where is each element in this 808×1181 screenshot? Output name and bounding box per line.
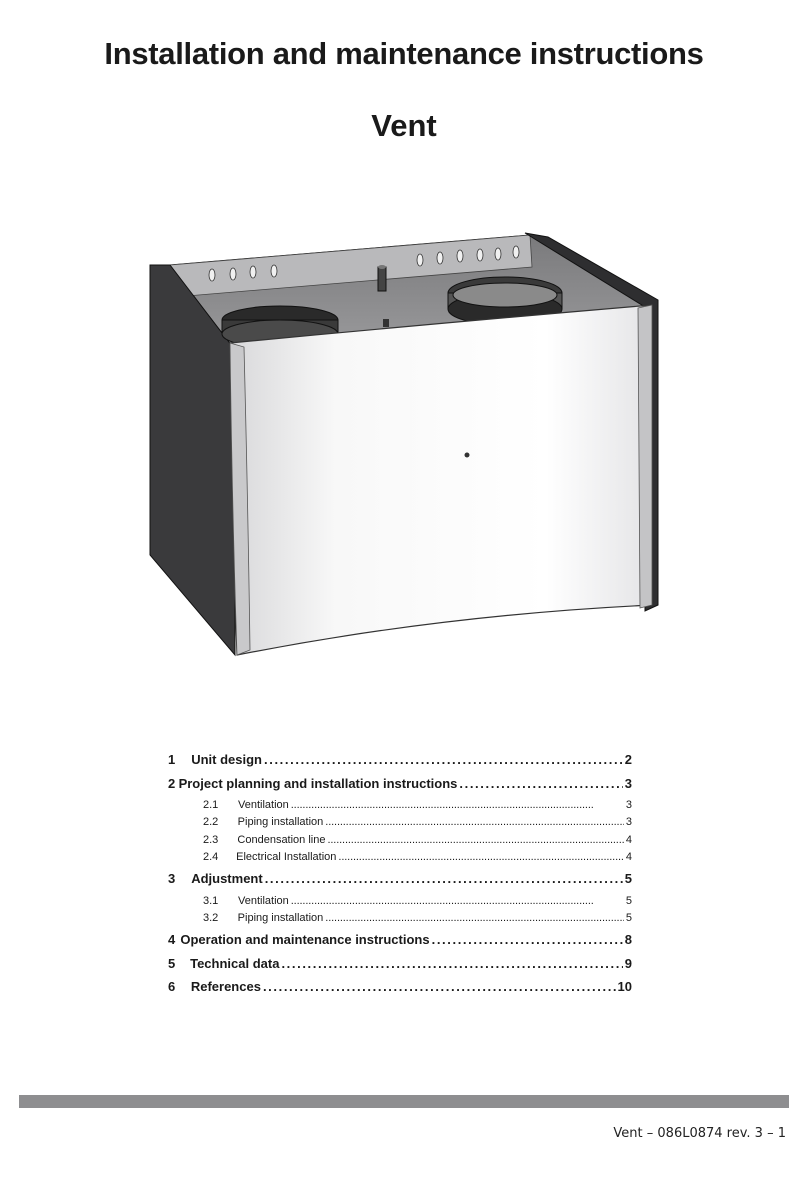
toc-subentry-page: 4: [625, 850, 632, 863]
table-of-contents: [168, 752, 632, 1003]
toc-entry[interactable]: [168, 871, 632, 895]
toc-entry-label: Technical data: [190, 955, 280, 971]
toc-entry-page: 8: [624, 932, 632, 948]
toc-subentry-number: 2.1: [203, 799, 219, 811]
toc-entry-number: 3: [168, 871, 176, 887]
toc-subentry-page: 3: [625, 799, 632, 811]
toc-subentry[interactable]: [168, 851, 632, 868]
toc-entry[interactable]: [168, 956, 632, 980]
toc-entry[interactable]: [168, 752, 632, 776]
toc-entry-page: 5: [624, 871, 632, 887]
toc-entry-label: References: [190, 979, 261, 995]
toc-entry-number: 2: [168, 775, 176, 791]
toc-subentry-label: Ventilation: [238, 894, 289, 907]
toc-subentry-page: 5: [625, 911, 632, 924]
toc-entry-number: 4: [168, 932, 176, 948]
toc-subentry[interactable]: [168, 799, 632, 816]
toc-subentry-label: Piping installation: [237, 911, 324, 924]
toc-leader-dots: [327, 834, 623, 846]
toc-entry-page: 9: [624, 955, 632, 971]
toc-leader-dots: [291, 799, 624, 811]
toc-subentry-number: 2.4: [203, 850, 219, 863]
toc-subentry-label: Condensation line: [237, 833, 326, 846]
toc-entry-page: 3: [624, 775, 632, 791]
toc-entry-number: 5: [168, 955, 176, 971]
toc-subentry-page: 3: [625, 816, 632, 829]
toc-subentry-number: 2.3: [203, 833, 219, 846]
toc-leader-dots: [432, 932, 623, 947]
footer-text: Vent – 086L0874 rev. 3 – 1: [613, 1126, 786, 1141]
product-illustration: [140, 225, 665, 665]
toc-leader-dots: [338, 851, 623, 863]
toc-entry[interactable]: [168, 979, 632, 1003]
toc-entry-label: Operation and maintenance instructions: [180, 932, 430, 948]
toc-entry-label: Unit design: [191, 752, 262, 767]
footer-bar: [19, 1095, 789, 1108]
toc-subentry-number: 2.2: [203, 816, 219, 829]
toc-leader-dots: [325, 816, 624, 828]
toc-subentry-number: 3.1: [203, 894, 219, 907]
toc-subentry[interactable]: [168, 834, 632, 851]
toc-entry-page: 2: [624, 752, 632, 767]
toc-entry-label: Project planning and installation instructions: [178, 775, 458, 791]
toc-leader-dots: [265, 871, 623, 886]
toc-entry[interactable]: [168, 932, 632, 956]
toc-leader-dots: [263, 979, 616, 994]
toc-entry-label: Adjustment: [191, 871, 263, 887]
toc-subentry-page: 4: [625, 833, 632, 846]
toc-leader-dots: [281, 956, 622, 971]
toc-leader-dots: [291, 895, 624, 907]
toc-leader-dots: [325, 912, 624, 924]
toc-subentry[interactable]: [168, 912, 632, 929]
toc-leader-dots: [459, 776, 622, 791]
document-title: Installation and maintenance instructions: [104, 36, 704, 71]
toc-subentry-page: 5: [625, 894, 632, 907]
toc-subentry[interactable]: [168, 816, 632, 833]
document-subtitle: Vent: [371, 108, 437, 143]
toc-subentry-label: Piping installation: [237, 816, 324, 829]
toc-entry-number: 1: [168, 752, 176, 767]
toc-entry-number: 6: [168, 979, 176, 995]
toc-entry[interactable]: [168, 776, 632, 800]
toc-subentry[interactable]: [168, 895, 632, 912]
toc-subentry-label: Electrical Installation: [236, 850, 337, 863]
toc-subentry-number: 3.2: [203, 911, 219, 924]
toc-entry-page: 10: [617, 979, 632, 995]
toc-leader-dots: [264, 752, 623, 767]
toc-subentry-label: Ventilation: [238, 799, 289, 811]
